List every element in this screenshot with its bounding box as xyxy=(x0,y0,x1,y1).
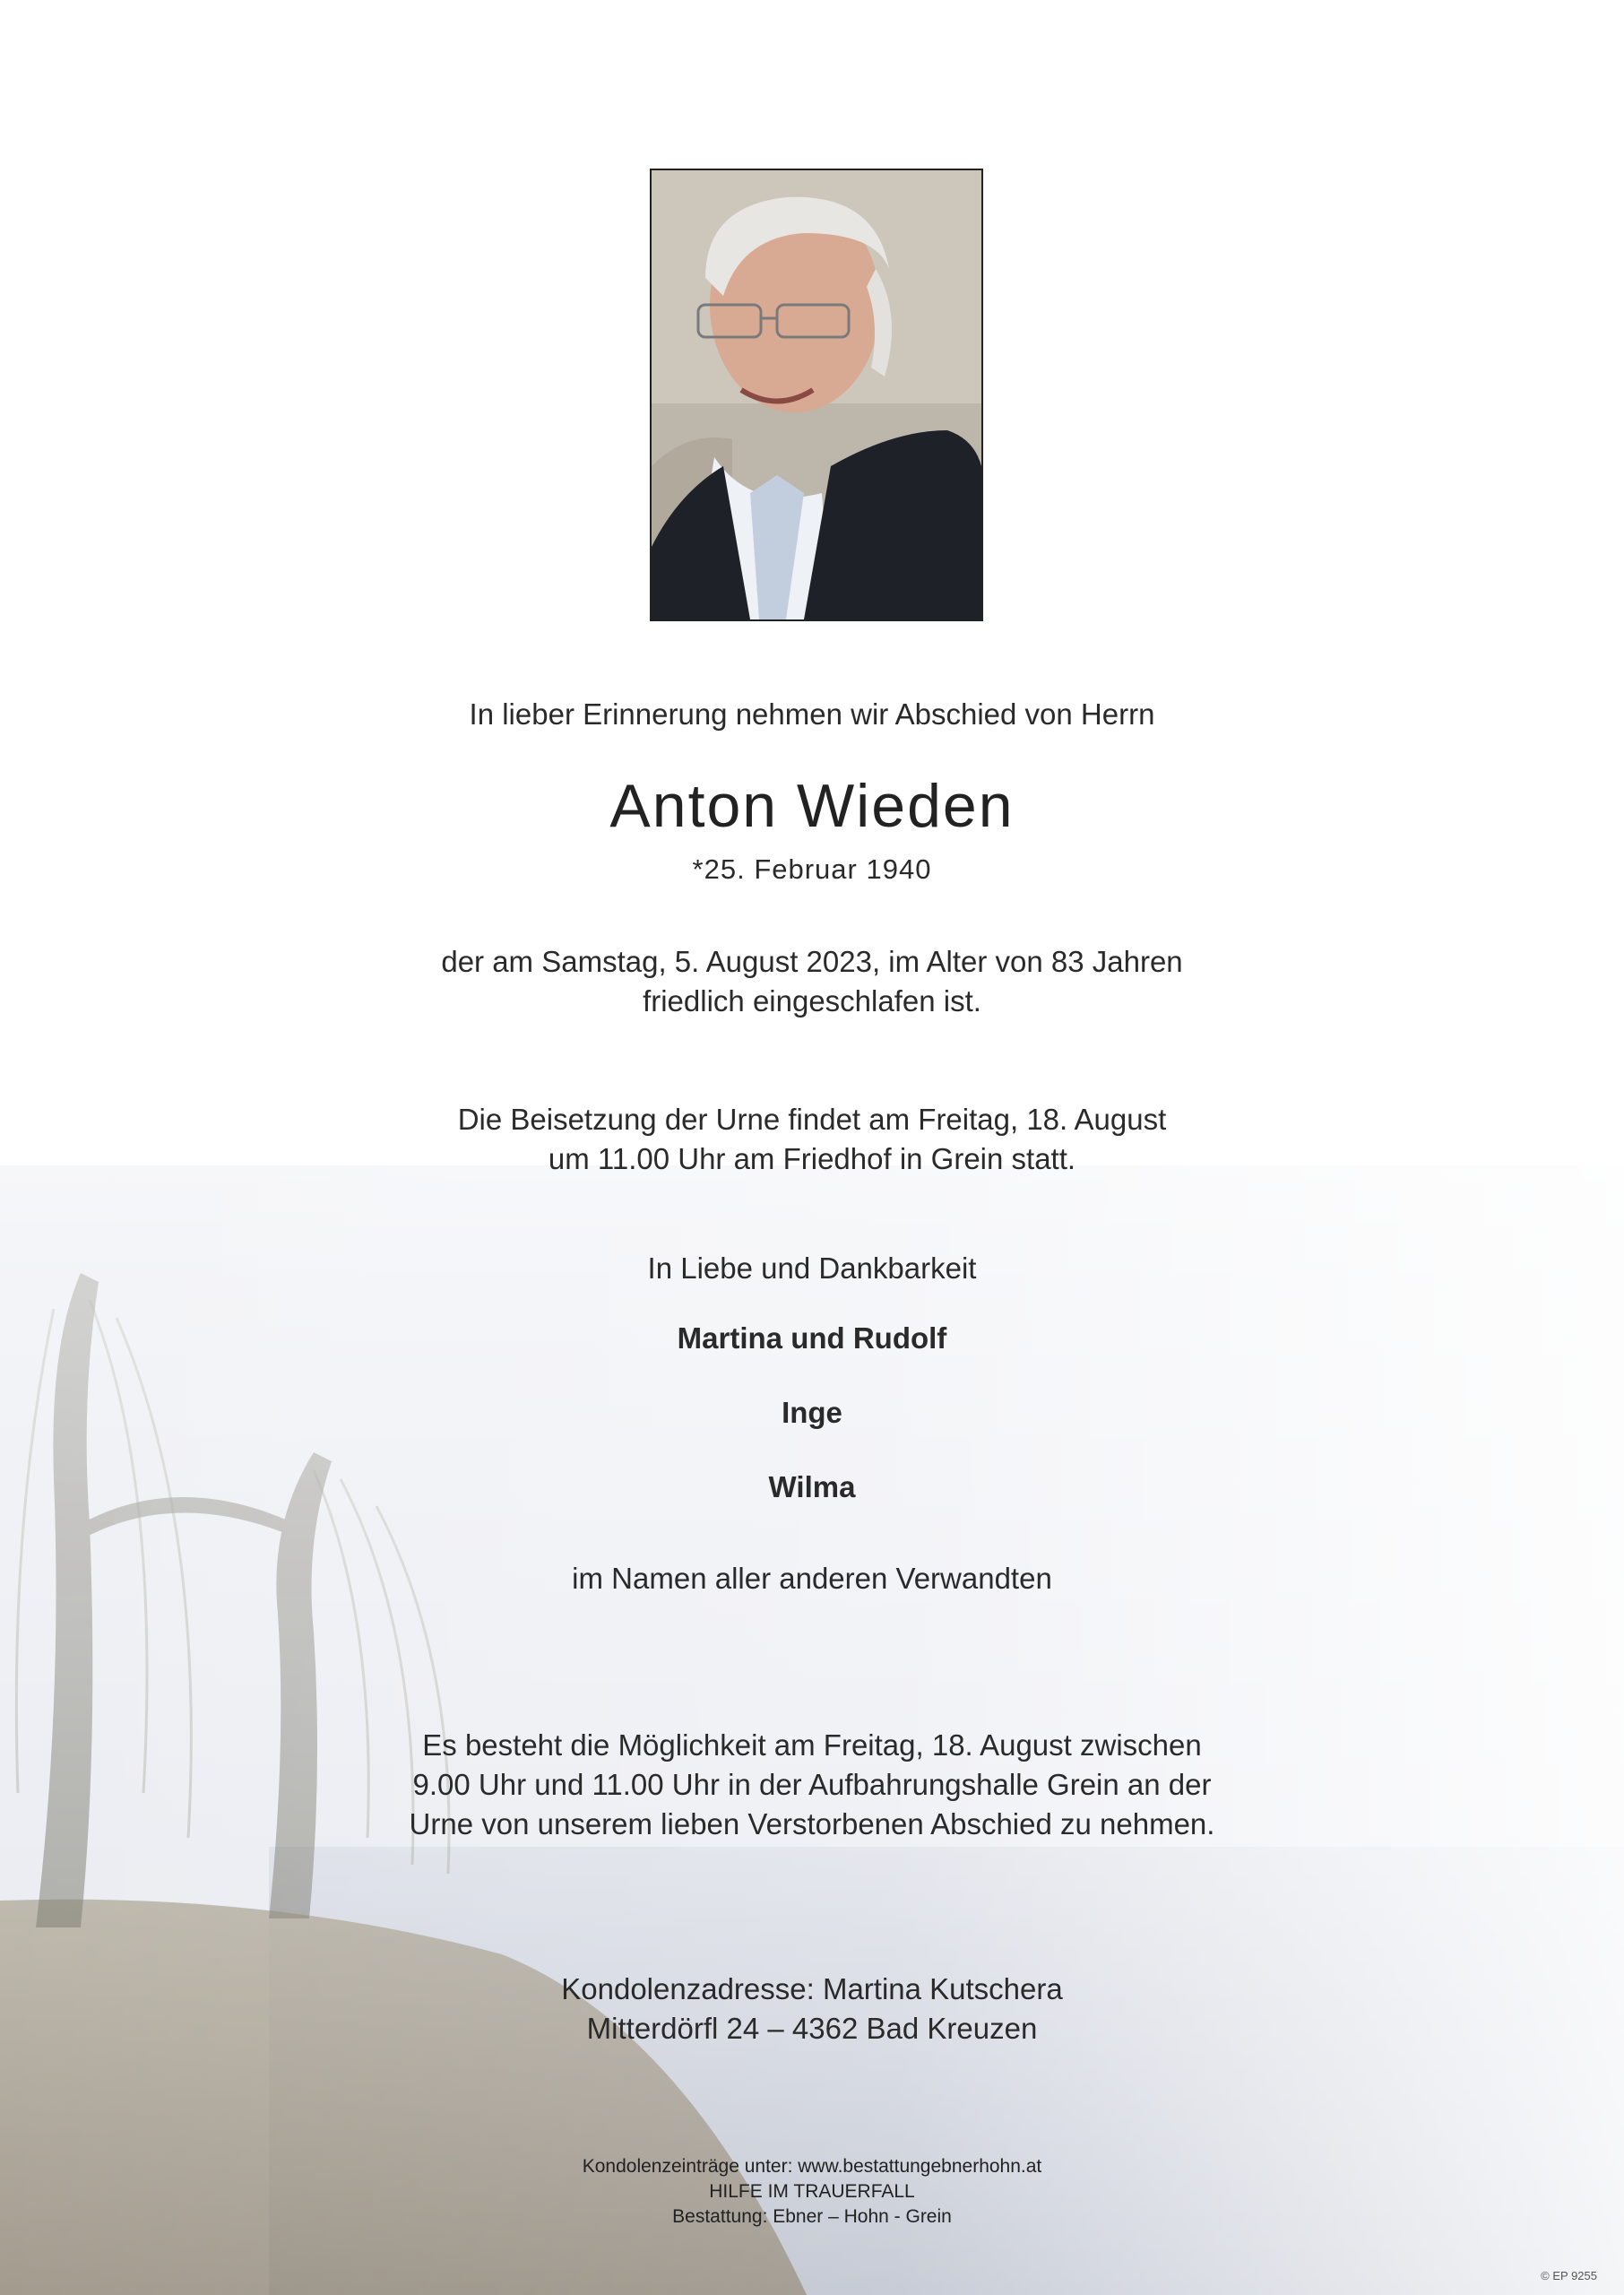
viewing-line-1: Es besteht die Möglichkeit am Freitag, 18. August zwischen xyxy=(422,1728,1202,1762)
footer-funeral-home: Bestattung: Ebner – Hohn - Grein xyxy=(672,2206,952,2227)
mourner-name: Inge xyxy=(782,1396,842,1429)
mourners-heading: In Liebe und Dankbarkeit xyxy=(647,1251,977,1285)
footer-website: Kondolenzeinträge unter: www.bestattungebnerhohn.at xyxy=(582,2156,1042,2177)
viewing-line-3: Urne von unserem lieben Verstorbenen Abschied zu nehmen. xyxy=(409,1807,1215,1840)
death-line-2: friedlich eingeschlafen ist. xyxy=(643,984,981,1018)
death-line-1: der am Samstag, 5. August 2023, im Alter von 83 Jahren xyxy=(441,945,1183,978)
condolence-line-1: Kondolenzadresse: Martina Kutschera xyxy=(561,1972,1063,2005)
print-code: © EP 9255 xyxy=(1541,2269,1597,2282)
portrait-photo xyxy=(650,169,983,621)
funeral-line-2: um 11.00 Uhr am Friedhof in Grein statt. xyxy=(548,1142,1076,1175)
condolence-line-2: Mitterdörfl 24 – 4362 Bad Kreuzen xyxy=(586,2012,1038,2045)
birth-date: *25. Februar 1940 xyxy=(692,853,932,885)
viewing-line-2: 9.00 Uhr und 11.00 Uhr in der Aufbahrungshalle Grein an der xyxy=(412,1768,1212,1801)
funeral-line-1: Die Beisetzung der Urne findet am Freitag, 18. August xyxy=(457,1103,1167,1136)
mourner-name: Martina und Rudolf xyxy=(677,1321,947,1355)
mourner-name: Wilma xyxy=(768,1470,856,1503)
mourners-closing: im Namen aller anderen Verwandten xyxy=(572,1562,1052,1595)
footer-slogan: HILFE IM TRAUERFALL xyxy=(709,2181,915,2202)
deceased-name: Anton Wieden xyxy=(609,772,1015,840)
intro-text: In lieber Erinnerung nehmen wir Abschied von Herrn xyxy=(469,697,1155,731)
